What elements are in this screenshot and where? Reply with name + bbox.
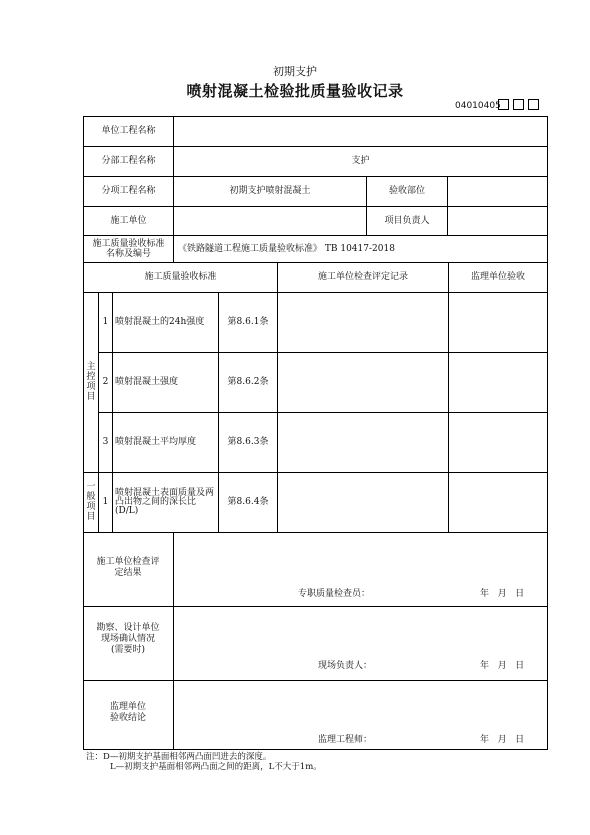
general-item-supervision-cell[interactable] xyxy=(449,473,547,532)
division-field[interactable]: 支护 xyxy=(351,156,370,166)
standard-label-line-2: 名称及编号 xyxy=(105,249,151,259)
supervision-conclusion-label xyxy=(86,700,170,726)
main-control-group-label: 主控项目 xyxy=(86,362,96,402)
main-item-name: 喷射混凝土强度 xyxy=(115,377,179,387)
main-item-supervision-cell[interactable] xyxy=(449,413,547,472)
main-item-clause: 第8.6.2条 xyxy=(227,377,269,387)
footnote-line-1: 注：D—初期支护基面相邻两凸面凹进去的深度。 xyxy=(86,752,272,762)
standard-value: 《铁路隧道工程施工质量验收标准》 TB 10417-2018 xyxy=(178,243,395,254)
construction-unit-label: 施工单位 xyxy=(110,215,147,226)
code-box-3[interactable] xyxy=(528,99,539,110)
general-item-check-cell[interactable] xyxy=(278,473,448,532)
survey-confirm-field[interactable] xyxy=(178,611,538,655)
supervision-signer-label: 监理工程师： xyxy=(318,734,373,745)
footnotes xyxy=(86,752,322,772)
survey-label-line-3: (需要时) xyxy=(110,644,146,655)
main-item-no: 2 xyxy=(102,377,109,387)
general-item-no: 1 xyxy=(102,497,109,507)
main-item-supervision-cell[interactable] xyxy=(449,293,547,352)
supervision-conclusion-field[interactable] xyxy=(178,685,538,729)
main-item-check-cell[interactable] xyxy=(278,413,448,472)
supervision-label-line-2: 验收结论 xyxy=(109,713,146,723)
survey-date: 年 月 日 xyxy=(480,660,525,671)
construction-date: 年 月 日 xyxy=(480,588,525,599)
footnote-line-2: L—初期支护基面相邻两凸面之间的距离，L不大于1m。 xyxy=(110,762,322,772)
acceptance-part-label: 验收部位 xyxy=(388,186,425,196)
code-box-1[interactable] xyxy=(498,99,509,110)
survey-label-line-2: 现场确认情况 xyxy=(100,633,155,644)
construction-signer-label: 专职质量检查员： xyxy=(298,588,371,599)
supervision-label-line-1: 监理单位 xyxy=(109,702,146,712)
standard-label-line-1: 施工质量验收标准 xyxy=(92,239,165,249)
general-item-clause: 第8.6.4条 xyxy=(227,497,269,507)
standard-label xyxy=(84,236,173,262)
acceptance-part-field[interactable] xyxy=(448,177,547,206)
main-item-no: 3 xyxy=(102,437,109,447)
main-item-name: 喷射混凝土平均厚度 xyxy=(115,437,197,447)
main-item-clause: 第8.6.1条 xyxy=(227,317,269,327)
main-item-check-cell[interactable] xyxy=(278,353,448,412)
supervision-date: 年 月 日 xyxy=(480,734,525,745)
construction-unit-field[interactable] xyxy=(174,207,366,235)
form-title: 喷射混凝土检验批质量验收记录 xyxy=(186,82,404,100)
column-header-supervision-check: 监理单位验收 xyxy=(470,272,525,282)
survey-signer-label: 现场负责人： xyxy=(318,660,373,671)
general-group-label: 一般项目 xyxy=(86,482,96,522)
construction-result-label: 施工单位检查评定结果 xyxy=(96,557,160,578)
main-item-no: 1 xyxy=(102,317,109,327)
main-item-supervision-cell[interactable] xyxy=(449,353,547,412)
unit-project-label: 单位工程名称 xyxy=(101,126,156,136)
column-header-standard: 施工质量验收标准 xyxy=(144,272,217,282)
form-code: 04010405 xyxy=(455,101,501,111)
survey-confirm-label xyxy=(86,620,170,658)
form-subtitle: 初期支护 xyxy=(273,65,317,78)
main-item-name: 喷射混凝土的24h强度 xyxy=(115,317,205,327)
survey-label-line-1: 勘察、设计单位 xyxy=(96,622,160,633)
column-header-construction-check: 施工单位检查评定记录 xyxy=(317,272,408,282)
construction-result-field[interactable] xyxy=(178,537,538,583)
unit-project-field[interactable] xyxy=(174,117,547,146)
subitem-label: 分项工程名称 xyxy=(101,186,156,196)
general-item-name: 喷射混凝土表面质量及两凸出物之间的深长比(D/L) xyxy=(115,488,215,516)
subitem-field[interactable]: 初期支护喷射混凝土 xyxy=(229,186,311,196)
division-label: 分部工程名称 xyxy=(101,156,156,166)
project-manager-label: 项目负责人 xyxy=(384,215,430,226)
project-manager-field[interactable] xyxy=(448,207,547,235)
main-item-clause: 第8.6.3条 xyxy=(227,437,269,447)
code-box-2[interactable] xyxy=(513,99,524,110)
main-item-check-cell[interactable] xyxy=(278,293,448,352)
